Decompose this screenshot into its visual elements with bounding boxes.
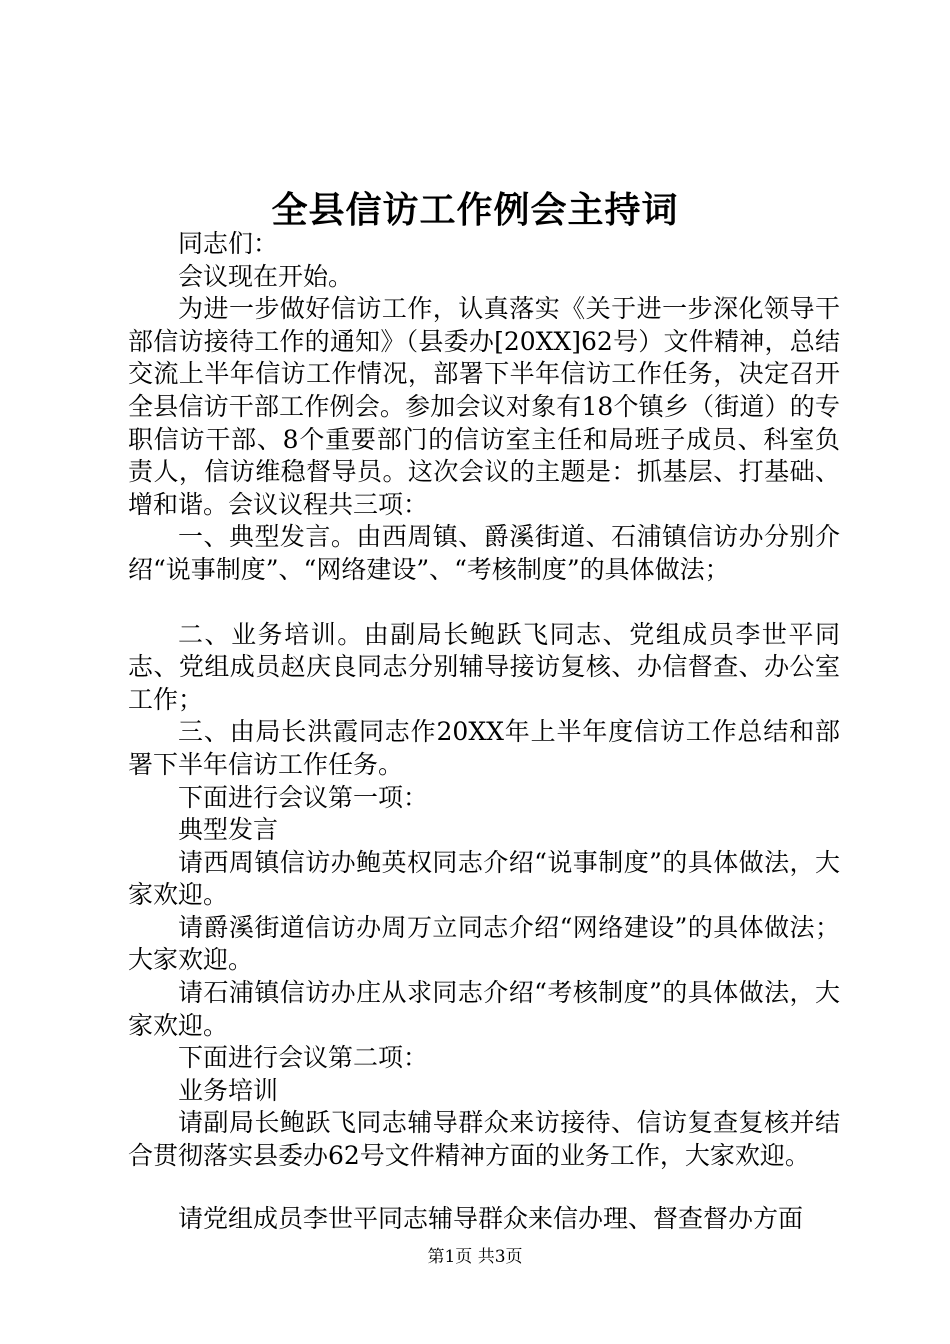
paragraph-agenda-item-3: 三、由局长洪霞同志作20XX年上半年度信访工作总结和部署下半年信访工作任务。 — [128, 717, 840, 779]
paragraph-first-item-heading: 典型发言 — [178, 815, 279, 845]
document-title: 全县信访工作例会主持词 — [271, 189, 679, 231]
page-footer: 第1页 共3页 — [427, 1247, 523, 1267]
paragraph-purpose: 为进一步做好信访工作，认真落实《关于进一步深化领导干部信访接待工作的通知》（县委办[20XX]62号）文件精神，总结交流上半年信访工作情况，部署下半年信访工作任务，决定召开全县信访干部工作例会。参加会议对象有18个镇乡（街道）的专职信访干部、8个重要部门的信访室主任和局班子成员、科室负责人，信访维稳督导员。这次会议的主题是：抓基层、打基础、增和谐。会议议程共三项： — [128, 294, 840, 519]
paragraph-speaker-3: 请石浦镇信访办庄从求同志介绍“考核制度”的具体做法，大家欢迎。 — [128, 978, 840, 1040]
paragraph-opening: 会议现在开始。 — [178, 261, 354, 291]
paragraph-second-item-intro: 下面进行会议第二项： — [178, 1043, 429, 1073]
paragraph-speaker-2: 请爵溪街道信访办周万立同志介绍“网络建设”的具体做法；大家欢迎。 — [128, 912, 840, 975]
paragraph-agenda-item-1: 一、典型发言。由西周镇、爵溪街道、石浦镇信访办分别介绍“说事制度”、“网络建设”、“考核制度”的具体做法； — [128, 522, 840, 584]
document-body — [128, 228, 840, 1235]
paragraph-first-item-intro: 下面进行会议第一项： — [178, 782, 429, 812]
paragraph-agenda-item-2: 二、业务培训。由副局长鲍跃飞同志、党组成员李世平同志、党组成员赵庆良同志分别辅导接访复核、办信督查、办公室工作； — [128, 619, 840, 714]
paragraph-second-item-heading: 业务培训 — [178, 1075, 279, 1105]
paragraph-trainer-1: 请副局长鲍跃飞同志辅导群众来访接待、信访复查复核并结合贯彻落实县委办62号文件精神方面的业务工作，大家欢迎。 — [128, 1108, 840, 1171]
paragraph-trainer-2: 请党组成员李世平同志辅导群众来信办理、督查督办方面 — [178, 1203, 804, 1233]
paragraph-speaker-1: 请西周镇信访办鲍英权同志介绍“说事制度”的具体做法，大家欢迎。 — [128, 847, 840, 910]
paragraph-salutation: 同志们： — [178, 229, 279, 258]
